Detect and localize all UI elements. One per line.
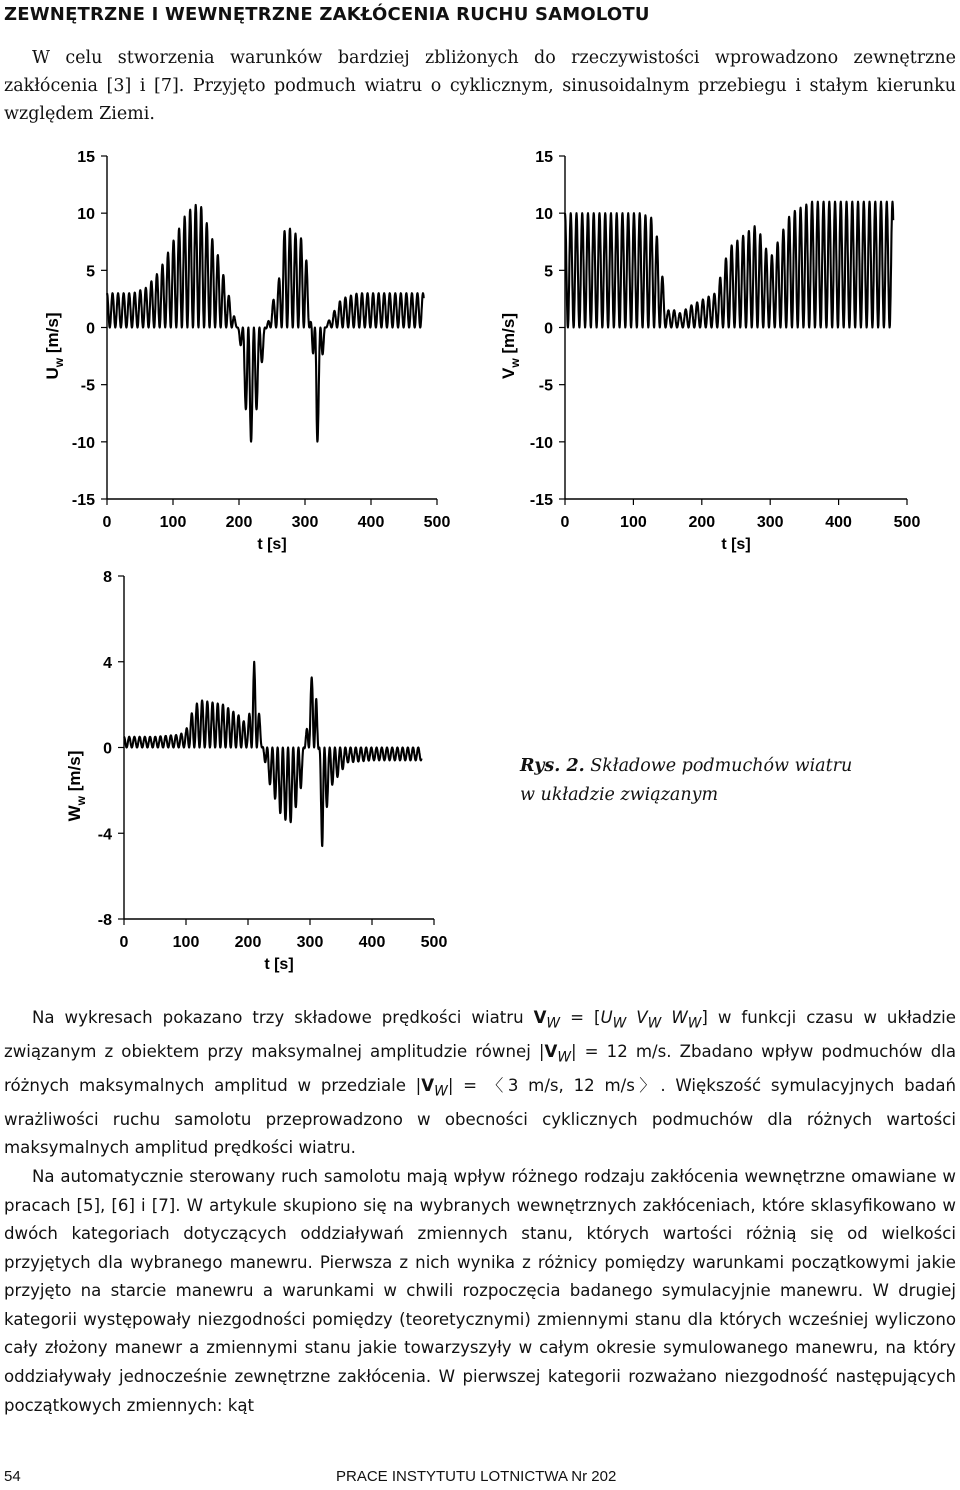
x-tick-label: 100 bbox=[159, 514, 187, 531]
x-axis-label: t [s] bbox=[257, 536, 287, 553]
y-tick-label: -10 bbox=[529, 434, 553, 452]
body-text bbox=[4, 1004, 956, 1420]
x-tick-label: 400 bbox=[358, 934, 386, 951]
p1-text-c: | = 12 m/s. Zbadano wpływ podmuchów dla różnych maksymalnych amplitud w przedziale | bbox=[4, 1041, 957, 1095]
series-line bbox=[107, 205, 424, 442]
subscript: W bbox=[557, 1049, 572, 1066]
u-symbol: U bbox=[600, 1008, 613, 1027]
y-axis-label: $U_w$ [m/s] bbox=[43, 312, 66, 380]
p1-text-d: | = 〈3 m/s, 12 m/s〉. Większość symulacyjnych badań wrażliwości ruchu samolotu przeprowadzono w obecności cyklicznych podmuchów dla różnych wartości maksymalnych amplitud prędkości wiatru. bbox=[4, 1075, 957, 1158]
x-tick-label: 0 bbox=[560, 514, 570, 531]
caption-label: Rys. 2. bbox=[520, 756, 585, 776]
y-tick-label: 0 bbox=[544, 320, 553, 338]
intro-paragraph bbox=[4, 44, 956, 128]
y-tick-label: 15 bbox=[77, 149, 95, 166]
y-tick-label: 4 bbox=[103, 654, 112, 672]
x-tick-label: 0 bbox=[102, 514, 112, 531]
x-tick-label: 300 bbox=[291, 514, 319, 531]
y-tick-label: -5 bbox=[538, 377, 553, 395]
y-tick-label: -5 bbox=[80, 377, 95, 395]
subscript: W bbox=[546, 1015, 561, 1032]
section-heading: ZEWNĘTRZNE I WEWNĘTRZNE ZAKŁÓCENIA RUCHU SAMOLOTU bbox=[4, 4, 650, 25]
y-tick-label: -4 bbox=[97, 826, 112, 844]
vector-symbol: V bbox=[421, 1075, 435, 1095]
x-tick-label: 500 bbox=[423, 514, 451, 531]
caption-line2: w układzie związanym bbox=[520, 785, 719, 805]
journal-name: PRACE INSTYTUTU LOTNICTWA Nr 202 bbox=[336, 1468, 617, 1485]
x-tick-label: 100 bbox=[172, 934, 200, 951]
vector-symbol: V bbox=[544, 1041, 558, 1061]
series-line bbox=[124, 662, 422, 846]
y-tick-label: 5 bbox=[86, 263, 95, 281]
y-tick-label: -10 bbox=[71, 434, 95, 452]
p1-text-b: ] w funkcji czasu w układzie związanym z obiektem przy maksymalnej amplitudzie równej | bbox=[4, 1008, 956, 1061]
intro-text: W celu stworzenia warunków bardziej zbliżonych do rzeczywistości wprowadzono zewnętrzne zakłócenia [3] i [7]. Przyjęto podmuch wiatru o cyklicznym, sinusoidalnym przebiegu i stałym kierunku względem Ziemi. bbox=[4, 48, 956, 124]
subscript: W bbox=[612, 1015, 627, 1032]
page-number: 54 bbox=[4, 1468, 21, 1485]
chart-uw bbox=[40, 146, 470, 556]
vector-symbol: V bbox=[533, 1008, 547, 1027]
x-tick-label: 200 bbox=[234, 934, 262, 951]
y-tick-label: -15 bbox=[71, 492, 95, 509]
v-symbol: V bbox=[636, 1008, 648, 1027]
y-tick-label: 10 bbox=[77, 206, 95, 224]
x-axis-label: t [s] bbox=[264, 956, 294, 973]
chart-ww bbox=[62, 566, 492, 976]
x-tick-label: 500 bbox=[893, 514, 921, 531]
w-symbol: W bbox=[671, 1008, 688, 1027]
p1-eq: = [ bbox=[560, 1008, 601, 1027]
y-tick-label: 10 bbox=[535, 206, 553, 224]
x-tick-label: 300 bbox=[756, 514, 784, 531]
y-tick-label: 8 bbox=[103, 569, 112, 586]
y-axis-label: $V_w$ [m/s] bbox=[499, 312, 522, 380]
x-tick-label: 300 bbox=[296, 934, 324, 951]
y-tick-label: 15 bbox=[535, 149, 553, 166]
y-tick-label: -15 bbox=[529, 492, 553, 509]
caption-line1: Składowe podmuchów wiatru bbox=[590, 756, 853, 776]
x-axis-label: t [s] bbox=[721, 536, 751, 553]
x-tick-label: 0 bbox=[119, 934, 129, 951]
body-paragraph-2: Na automatycznie sterowany ruch samolotu mają wpływ różnego rodzaju zakłócenia wewnętrzne omawiane w pracach [5], [6] i [7]. W artykule skupiono się na wybranych wewnętrznych zakłóceniach, które sklasyfikowano w dwóch kategoriach dotyczących oddziaływań zmiennych stanu, których wartości różnią się od wielkości przyjętych dla wybranego manewru. Pierwsza z nich wynika z różnicy pomiędzy warunkami początkowymi jakie przyjęto na starcie manewru a warunkami w chwili rozpoczęcia badanego symulacyjnie manewru. W drugiej kategorii występowały niezgodności pomiędzy (teoretycznymi) zmiennymi stanu dla których wcześniej wyliczono cały złożony manewr a zmiennymi stanu jakie towarzyszyły w całym okresie symulowanego manewru, na który oddziaływały jednocześnie zewnętrzne zakłócenia. W pierwszej kategorii rozważano niezgodność następujących początkowych zmiennych: kąt bbox=[4, 1166, 956, 1415]
x-tick-label: 100 bbox=[620, 514, 647, 531]
y-tick-label: -8 bbox=[97, 912, 112, 929]
x-tick-label: 400 bbox=[357, 514, 385, 531]
subscript: W bbox=[687, 1015, 702, 1032]
y-tick-label: 0 bbox=[86, 320, 95, 338]
subscript: W bbox=[647, 1015, 662, 1032]
x-tick-label: 200 bbox=[688, 514, 716, 531]
p1-text-a: Na wykresach pokazano trzy składowe prędkości wiatru bbox=[32, 1008, 534, 1027]
x-tick-label: 200 bbox=[225, 514, 253, 531]
chart-vw bbox=[496, 146, 930, 556]
figure-caption bbox=[520, 752, 852, 810]
subscript: W bbox=[434, 1083, 448, 1100]
y-tick-label: 0 bbox=[103, 740, 112, 758]
series-line bbox=[565, 202, 893, 328]
y-axis-label: $W_w$ [m/s] bbox=[65, 750, 88, 822]
x-tick-label: 400 bbox=[825, 514, 852, 531]
y-tick-label: 5 bbox=[544, 263, 553, 281]
body-paragraph-1 bbox=[4, 1004, 956, 1163]
x-tick-label: 500 bbox=[420, 934, 448, 951]
